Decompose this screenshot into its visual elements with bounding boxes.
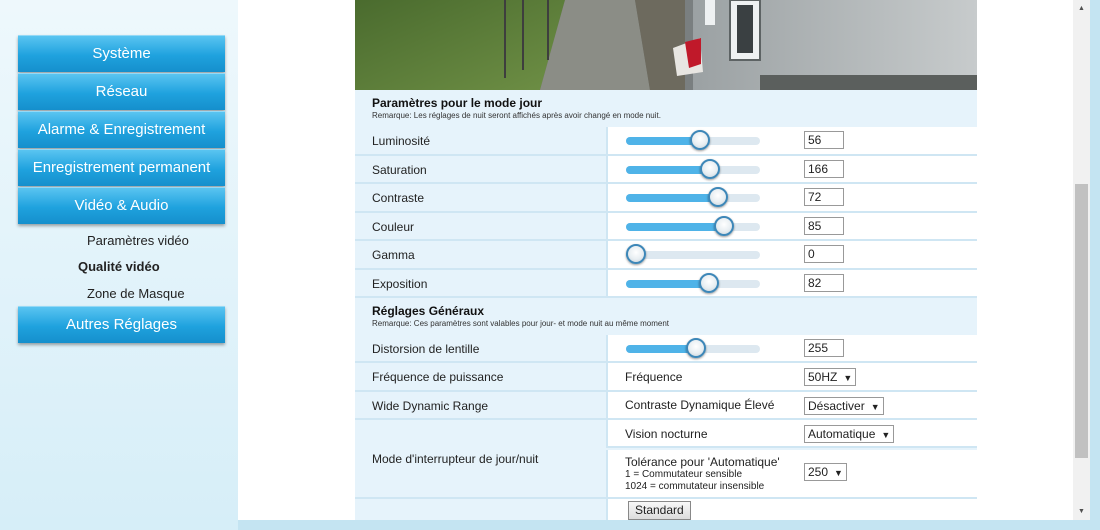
general-note: Remarque: Ces paramètres sont valables pour jour- et mode nuit au même moment <box>372 319 670 328</box>
tolerance-note-sensitive: 1 = Commutateur sensible <box>625 469 743 480</box>
day-night-label: Mode d'interrupteur de jour/nuit <box>372 452 539 466</box>
row-standard <box>355 499 977 520</box>
luminosite-slider-thumb[interactable] <box>690 130 710 150</box>
row-luminosite <box>355 127 977 156</box>
tolerance-control <box>606 450 977 497</box>
sidebar <box>0 0 238 530</box>
saturation-slider-thumb[interactable] <box>700 159 720 179</box>
contraste-slider[interactable] <box>626 194 760 202</box>
scroll-up-arrow-icon[interactable]: ▲ <box>1078 5 1085 12</box>
luminosite-label: Luminosité <box>372 134 431 148</box>
standard-button[interactable]: Standard <box>628 501 691 520</box>
tolerance-select[interactable] <box>804 463 847 481</box>
distorsion-control <box>606 335 977 361</box>
gamma-label: Gamma <box>372 248 415 262</box>
couleur-slider-thumb[interactable] <box>714 216 734 236</box>
bottom-border <box>238 520 1090 530</box>
frequence-sublabel: Fréquence <box>625 370 683 384</box>
wdr-control <box>606 392 977 418</box>
general-title: Réglages Généraux <box>372 304 485 318</box>
general-section-header <box>355 298 977 335</box>
subnav-zone-masque[interactable]: Zone de Masque <box>87 286 185 301</box>
saturation-label: Saturation <box>372 163 427 177</box>
contraste-control <box>606 184 977 211</box>
wdr-sublabel: Contraste Dynamique Élevé <box>625 398 775 412</box>
wdr-select-value: Désactiver <box>808 399 865 413</box>
distorsion-slider-thumb[interactable] <box>686 338 706 358</box>
saturation-control <box>606 156 977 182</box>
frequence-select[interactable] <box>804 368 856 386</box>
row-couleur <box>355 213 977 241</box>
wdr-select[interactable] <box>804 397 884 415</box>
night-vision-select[interactable] <box>804 425 894 443</box>
nav-systeme-button[interactable]: Système <box>18 35 225 72</box>
scroll-down-arrow-icon[interactable]: ▼ <box>1078 508 1085 515</box>
row-frequence-puissance <box>355 363 977 392</box>
exposition-slider[interactable] <box>626 280 760 288</box>
row-wdr <box>355 392 977 420</box>
exposition-control <box>606 270 977 296</box>
chevron-down-icon: ▼ <box>843 373 853 383</box>
day-mode-note: Remarque: Les réglages de nuit seront affichés après avoir changé en mode nuit. <box>372 111 661 120</box>
nav-reseau-button[interactable]: Réseau <box>18 73 225 110</box>
chevron-down-icon: ▼ <box>870 402 880 412</box>
couleur-slider[interactable] <box>626 223 760 231</box>
scrollbar-thumb[interactable] <box>1075 184 1088 458</box>
frequence-puissance-label: Fréquence de puissance <box>372 370 504 384</box>
camera-preview-image <box>355 0 977 90</box>
luminosite-slider[interactable] <box>626 137 760 145</box>
exposition-label: Exposition <box>372 277 428 291</box>
exposition-input[interactable]: 82 <box>804 274 844 292</box>
gamma-input[interactable]: 0 <box>804 245 844 263</box>
row-distorsion <box>355 335 977 363</box>
day-mode-section-header <box>355 90 977 127</box>
saturation-slider[interactable] <box>626 166 760 174</box>
nav-enregistrement-button[interactable]: Enregistrement permanent <box>18 149 225 186</box>
chevron-down-icon: ▼ <box>834 468 843 478</box>
night-vision-label: Vision nocturne <box>625 427 708 441</box>
page-scrollbar[interactable] <box>1073 0 1090 520</box>
contraste-slider-thumb[interactable] <box>708 187 728 207</box>
saturation-input[interactable]: 166 <box>804 160 844 178</box>
couleur-control <box>606 213 977 239</box>
row-saturation <box>355 156 977 184</box>
gamma-slider[interactable] <box>626 251 760 259</box>
couleur-input[interactable]: 85 <box>804 217 844 235</box>
night-vision-control <box>606 420 977 448</box>
luminosite-input[interactable]: 56 <box>804 131 844 149</box>
couleur-label: Couleur <box>372 220 415 234</box>
frequence-select-value: 50HZ <box>808 370 838 384</box>
distorsion-label: Distorsion de lentille <box>372 342 480 356</box>
row-contraste <box>355 184 977 213</box>
gamma-slider-thumb[interactable] <box>626 244 646 264</box>
nav-video-audio-button[interactable]: Vidéo & Audio <box>18 187 225 224</box>
contraste-label: Contraste <box>372 191 425 205</box>
exposition-slider-thumb[interactable] <box>699 273 719 293</box>
tolerance-note-insensitive: 1024 = commutateur insensible <box>625 481 765 492</box>
subnav-parametres-video[interactable]: Paramètres vidéo <box>87 233 189 248</box>
nav-autres-reglages-button[interactable]: Autres Réglages <box>18 306 225 343</box>
day-mode-title: Paramètres pour le mode jour <box>372 96 543 110</box>
wdr-label: Wide Dynamic Range <box>372 399 489 413</box>
tolerance-label: Tolérance pour 'Automatique' <box>625 455 780 469</box>
contraste-input[interactable]: 72 <box>804 188 844 206</box>
distorsion-input[interactable]: 255 <box>804 339 844 357</box>
frequence-control <box>606 363 977 390</box>
distorsion-slider[interactable] <box>626 345 760 353</box>
gamma-control <box>606 241 977 268</box>
row-exposition <box>355 270 977 298</box>
row-day-night-mode <box>355 420 977 499</box>
nav-alarme-button[interactable]: Alarme & Enregistrement <box>18 111 225 148</box>
subnav-qualite-video[interactable]: Qualité vidéo <box>78 259 160 274</box>
standard-control <box>606 499 977 520</box>
tolerance-select-value: 250 <box>808 465 829 479</box>
chevron-down-icon: ▼ <box>881 430 891 440</box>
luminosite-control <box>606 127 977 154</box>
night-vision-select-value: Automatique <box>808 427 876 441</box>
row-gamma <box>355 241 977 270</box>
